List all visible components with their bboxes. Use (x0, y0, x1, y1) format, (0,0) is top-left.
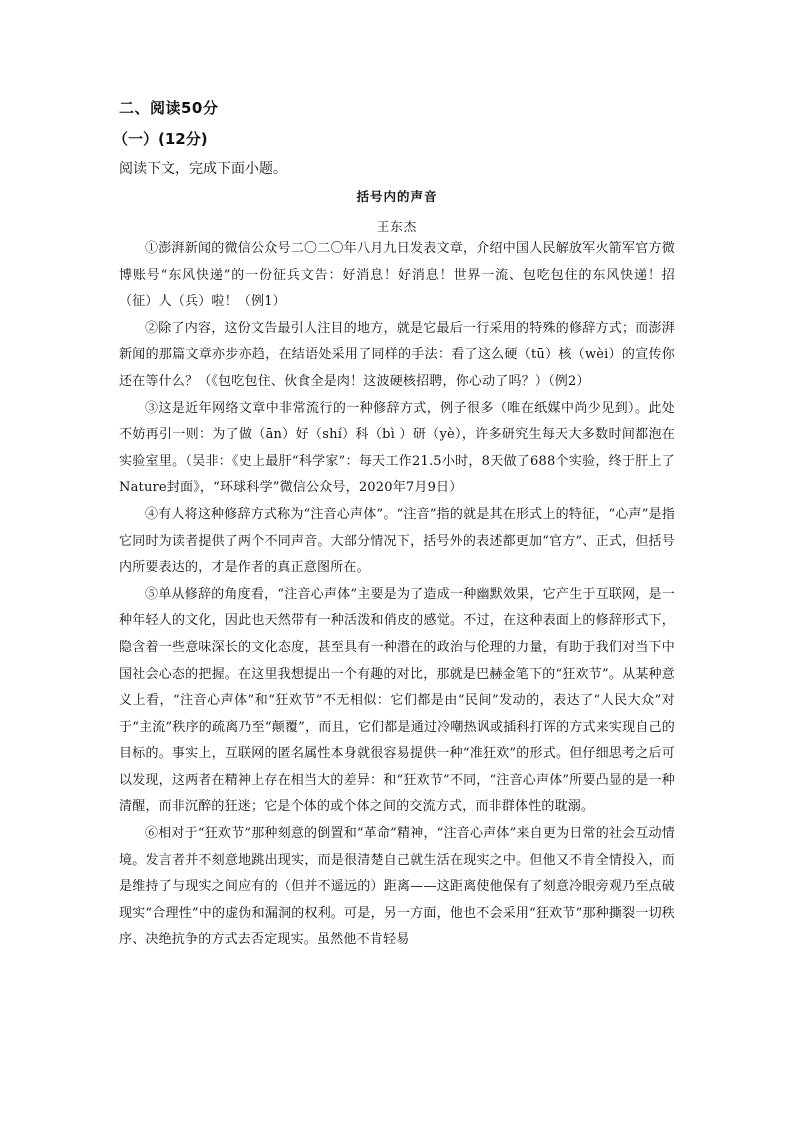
sub-heading: （一）(12分) (113, 130, 208, 148)
paragraph-3: ③这是近年网络文章中非常流行的一种修辞方式，例子很多（唯在纸媒中尚少见到）。此处不妨再引一则：为了做（ān）好（shí）科（bì ）研（yè），许多研究生每天大多数时间都泡在实验室里。（吴非：《史上最肝“科学家”：每天工作21.5小时，8天做了688个实验，终于肝上了Nature封面》，“环球科学”微信公众号，2020年7月9日） (119, 400, 675, 496)
article-body (119, 236, 675, 954)
paragraph-2: ②除了内容，这份文告最引人注目的地方，就是它最后一行采用的特殊的修辞方式；而澎湃新闻的那篇文章亦步亦趋，在结语处采用了同样的手法：看了这么硬（tū）核（wèi）的宣传你还在等什么？（《包吃包住、伙食全是肉！这波硬核招聘，你心动了吗？）（例2） (119, 320, 675, 389)
article-title: 括号内的声音 (356, 189, 438, 204)
paragraph-6: ⑥相对于“狂欢节”那种刻意的倒置和“革命”精神，“注音心声体”来自更为日常的社会互动情境。发言者并不刻意地跳出现实，而是很清楚自己就生活在现实之中。但他又不肯全情投入，而是维持了与现实之间应有的（但并不遥远的）距离——这距离使他保有了刻意冷眼旁观乃至点破现实“合理性”中的虚伪和漏洞的权利。可是，另一方面，他也不会采用“狂欢节”那种撕裂一切秩序、决绝抗争的方式去否定现实。虽然他不肯轻易 (119, 826, 675, 948)
section-heading: 二、阅读50分 (119, 99, 219, 117)
paragraph-4: ④有人将这种修辞方式称为“注音心声体”。“注音”指的就是其在形式上的特征，“心声”是指它同时为读者提供了两个不同声音。大部分情况下，括号外的表述都更加“官方”、正式，但括号内所要表达的，才是作者的真正意图所在。 (119, 506, 675, 576)
paragraph-5: ⑤单从修辞的角度看，“注音心声体”主要是为了造成一种幽默效果，它产生于互联网，是一种年轻人的文化，因此也天然带有一种活泼和俏皮的感觉。不过，在这种表面上的修辞形式下，隐含着一些意味深长的文化态度，甚至具有一种潜在的政治与伦理的力量，有助于我们对当下中国社会心态的把握。在这里我想提出一个有趣的对比，那就是巴赫金笔下的“狂欢节”。从某种意义上看，“注音心声体”和“狂欢节”不无相似：它们都是由“民间”发动的，表达了“人民大众”对于“主流”秩序的疏离乃至“颠覆”，而且，它们都是通过冷嘲热讽或插科打诨的方式来实现自己的目标的。事实上，互联网的匿名属性本身就很容易提供一种“准狂欢”的形式。但仔细思考之后可以发现，这两者在精神上存在相当大的差异：和“狂欢节”不同，“注音心声体”所要凸显的是一种清醒，而非沉醉的狂迷；它是个体的或个体之间的交流方式，而非群体性的耽溺。 (119, 586, 675, 815)
instruction-text: 阅读下文，完成下面小题。 (119, 161, 287, 177)
article-author: 王东杰 (376, 219, 418, 234)
paragraph-1: ①澎湃新闻的微信公众号二〇二〇年八月九日发表文章，介绍中国人民解放军火箭军官方微博账号“东风快递”的一份征兵文告：好消息！好消息！世界一流、包吃包住的东风快递！招（征）人（兵）啦！（例1） (119, 241, 675, 310)
